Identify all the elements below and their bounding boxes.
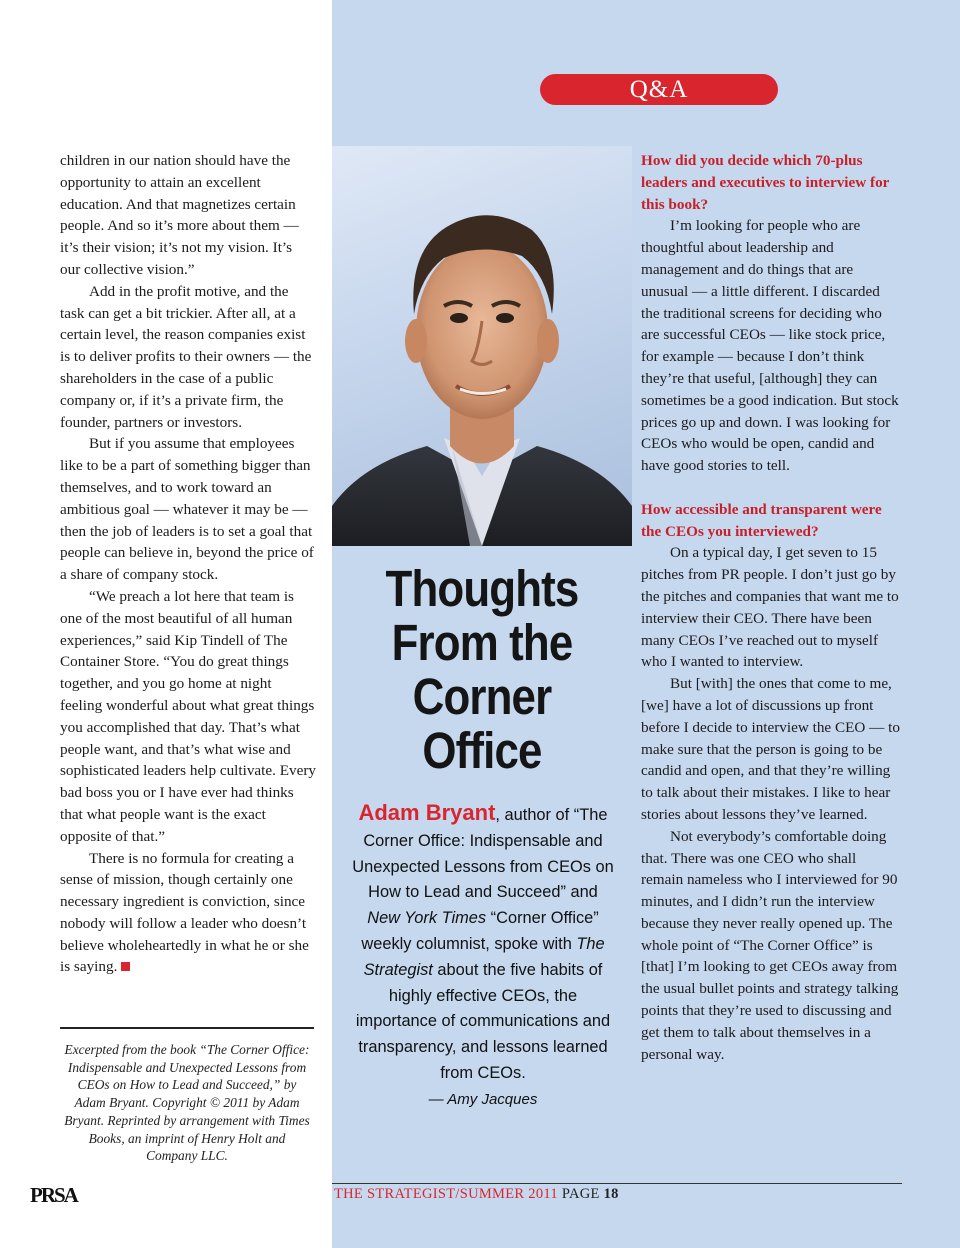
author-name: Adam Bryant	[358, 800, 496, 825]
footer-publication: THE STRATEGIST/SUMMER 2011	[334, 1186, 558, 1202]
interviewer-credit: — Amy Jacques	[428, 1090, 538, 1108]
left-paragraph-text: There is no formula for creating a sense of mission, though certainly one necessary ingredient is conviction, since nobody will follow a leader who doesn’t believe wholeheartedly in what he or she is saying.	[60, 849, 309, 976]
portrait-illustration	[332, 146, 632, 546]
footer-page-label: PAGE	[561, 1186, 600, 1202]
footer-page-number: 18	[603, 1186, 619, 1202]
title-line: Thoughts	[385, 560, 579, 617]
left-paragraph: “We preach a lot here that team is one of the most beautiful of all human experiences,” said Kip Tindell of The Container Store. “You do great things together, and you go home at night feeling wonderful about what great things you accomplished that day. That’s what people want, and that’s what wise and sophisticated leaders help cultivate. Every bad boss you or I have ever had thinks that what people want is the exact opposite of that.”	[60, 587, 316, 845]
left-paragraph: children in our nation should have the opportunity to attain an excellent education. And that magnetizes certain people. And so it’s more about them — it’s their vision; it’s not my vision. It’s our collective vision.”	[60, 152, 299, 278]
footer-rule	[332, 1183, 902, 1184]
question-heading: How did you decide which 70-plus leaders and executives to interview for this book?	[641, 152, 890, 213]
question-heading: How accessible and transparent were the CEOs you interviewed?	[641, 500, 882, 540]
left-paragraph: But if you assume that employees like to be a part of something bigger than themselves, and to work toward an ambitious goal — whatever it may be — then the job of leaders is to set a goal that people can believe in, beyond the price of a share of company stock.	[60, 435, 314, 584]
intro-text: author of “The Corner Office: Indispensable and Unexpected Lessons from CEOs on How to Lead and Succeed” and	[352, 806, 614, 902]
title-line: From the	[391, 614, 573, 671]
section-label: Q&A	[540, 74, 778, 105]
divider-rule	[60, 1027, 314, 1029]
author-portrait-photo	[332, 146, 632, 546]
end-of-article-mark	[121, 962, 130, 971]
answer-paragraph: On a typical day, I get seven to 15 pitches from PR people. I don’t just go by the pitches and companies that want me to interview their CEO. There have been many CEOs I’ve reached out to myself who I wanted to interview.	[641, 544, 899, 671]
intro-publication-nyt: New York Times	[367, 909, 487, 928]
title-line: Corner	[412, 668, 552, 725]
excerpt-credit: Excerpted from the book “The Corner Office: Indispensable and Unexpected Lessons from CEOs on How to Lead and Succeed,” by Adam Bryant. Copyright © 2011 by Adam Bryant. Reprinted by arrangement with Times Books, an imprint of Henry Holt and Company LLC.	[64, 1042, 310, 1164]
left-paragraph-last	[60, 848, 316, 979]
article-title	[360, 562, 604, 778]
page-footer	[334, 1186, 619, 1203]
article-intro	[352, 800, 614, 1113]
author-comma: ,	[495, 806, 500, 824]
left-paragraph: Add in the profit motive, and the task can get a bit trickier. After all, at a certain level, the reason companies exist is to deliver profits to their owners — the shareholders in the case of a public company or, if it’s a private firm, the founder, partners or investors.	[60, 282, 312, 431]
paragraph-spacer	[641, 477, 901, 499]
title-line: Office	[422, 722, 542, 779]
answer-paragraph: I’m looking for people who are thoughtful about leadership and management and do things that are unusual — a little different. I discarded the traditional screens for deciding who are successful CEOs — like stock price, for example — because I don’t think they’re that useful, [although] they can sometimes be a good indication. But stock prices go up and down. I was looking for CEOs who would be open, candid and have good stories to tell.	[641, 217, 899, 475]
answer-paragraph: But [with] the ones that come to me, [we] have a lot of discussions up front before I decide to interview the CEO — to make sure that the person is going to be candid and open, and that they’re willing to talk about their mistakes. I like to hear stories about lessons they’ve learned.	[641, 675, 900, 823]
answer-paragraph: Not everybody’s comfortable doing that. There was one CEO who shall remain nameless who I interviewed for 90 minutes, and I didn’t run the interview because they never really opened up. The whole point of “The Corner Office” is [that] I’m looking to get CEOs away from the usual bullet points and strategy talking points that they’re used to discussing and get them to talk about themselves in a personal way.	[641, 827, 899, 1063]
intro-publication-strategist: The Strategist	[363, 934, 605, 979]
intro-text: about the five habits of highly effective CEOs, the importance of communications and transparency, and lessons learned from CEOs.	[355, 960, 611, 1082]
intro-text: “Corner Office” weekly columnist, spoke with	[361, 909, 599, 953]
prsa-logo: PRSA	[30, 1183, 77, 1207]
right-article-column	[641, 150, 901, 1065]
left-article-column	[60, 150, 316, 978]
